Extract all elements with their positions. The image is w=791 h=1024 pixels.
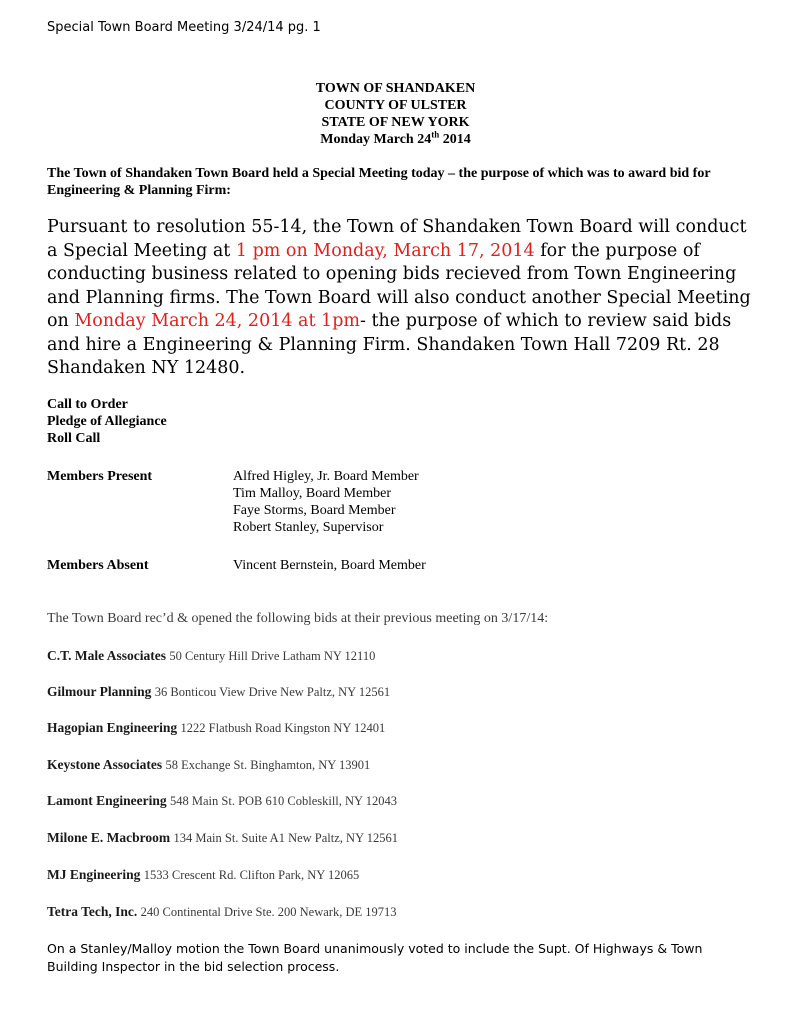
first-meeting-date: 1 pm on Monday, March 17, 2014 [235, 240, 535, 261]
bidder-address: 50 Century Hill Drive Latham NY 12110 [169, 649, 376, 663]
bid-entry [47, 757, 370, 773]
title-town: TOWN OF SHANDAKEN [315, 81, 476, 96]
bid-entry [47, 648, 375, 664]
bidder-name: Tetra Tech, Inc. [47, 904, 138, 919]
bidder-name: Milone E. Macbroom [47, 830, 171, 845]
title-date: Monday March 24th 2014 [320, 129, 471, 147]
agenda-item: Roll Call [47, 431, 101, 446]
bid-entry [47, 793, 397, 809]
member-name: Alfred Higley, Jr. Board Member [233, 469, 419, 484]
document-title [0, 80, 791, 148]
members-present-list [233, 468, 419, 536]
bidder-address: 548 Main St. POB 610 Cobleskill, NY 12043 [170, 794, 397, 808]
members-absent-list [233, 557, 426, 574]
bidder-address: 1533 Crescent Rd. Clifton Park, NY 12065 [143, 868, 360, 882]
bidder-name: C.T. Male Associates [47, 648, 166, 663]
bid-entry [47, 904, 397, 920]
member-name: Robert Stanley, Supervisor [233, 520, 384, 535]
bid-entry [47, 830, 398, 846]
title-state: STATE OF NEW YORK [321, 115, 470, 130]
bidder-address: 134 Main St. Suite A1 New Paltz, NY 12561 [173, 831, 399, 845]
agenda-list [47, 396, 167, 447]
agenda-item: Pledge of Allegiance [47, 414, 167, 429]
bids-intro: The Town Board rec’d & opened the following bids at their previous meeting on 3/17/14: [47, 611, 549, 626]
bidder-address: 58 Exchange St. Binghamton, NY 13901 [165, 758, 371, 772]
bidder-name: Keystone Associates [47, 757, 163, 772]
members-present-label: Members Present [47, 469, 153, 484]
bid-entry [47, 684, 390, 700]
title-county: COUNTY OF ULSTER [324, 98, 467, 113]
meeting-purpose: The Town of Shandaken Town Board held a Special Meeting today – the purpose of which was to award bid for Engineering & Planning Firm: [47, 166, 711, 198]
bid-entry [47, 867, 359, 883]
member-name: Tim Malloy, Board Member [233, 486, 392, 501]
member-name: Vincent Bernstein, Board Member [233, 558, 426, 573]
resolution-paragraph: Pursuant to resolution 55-14, the Town of Shandaken Town Board will conduct a Special Meeting at 1 pm on Monday, March 17, 2014 for the purpose of conducting business related to opening bids recieved from Town Engineering and Planning firms. The Town Board will also conduct another Special Meeting on Monday March 24, 2014 at 1pm- the purpose of which to review said bids and hire a Engineering & Planning Firm. Shandaken Town Hall 7209 Rt. 28 Shandaken NY 12480. [47, 217, 751, 378]
running-header: Special Town Board Meeting 3/24/14 pg. 1 [47, 20, 321, 35]
bidder-address: 1222 Flatbush Road Kingston NY 12401 [180, 721, 386, 735]
second-meeting-date: Monday March 24, 2014 at 1pm [74, 311, 360, 331]
bid-entry [47, 720, 385, 736]
bidder-name: MJ Engineering [47, 867, 141, 882]
bidder-name: Hagopian Engineering [47, 720, 178, 735]
bidder-address: 240 Continental Drive Ste. 200 Newark, DE 19713 [140, 905, 397, 919]
bidder-name: Gilmour Planning [47, 684, 152, 699]
member-name: Faye Storms, Board Member [233, 503, 396, 518]
bidder-address: 36 Bonticou View Drive New Paltz, NY 12561 [154, 685, 391, 699]
members-absent-label: Members Absent [47, 558, 149, 573]
agenda-item: Call to Order [47, 397, 128, 412]
motion-paragraph: On a Stanley/Malloy motion the Town Board unanimously voted to include the Supt. Of Highways & Town Building Inspector in the bid selection process. [47, 941, 703, 974]
bidder-name: Lamont Engineering [47, 793, 167, 808]
